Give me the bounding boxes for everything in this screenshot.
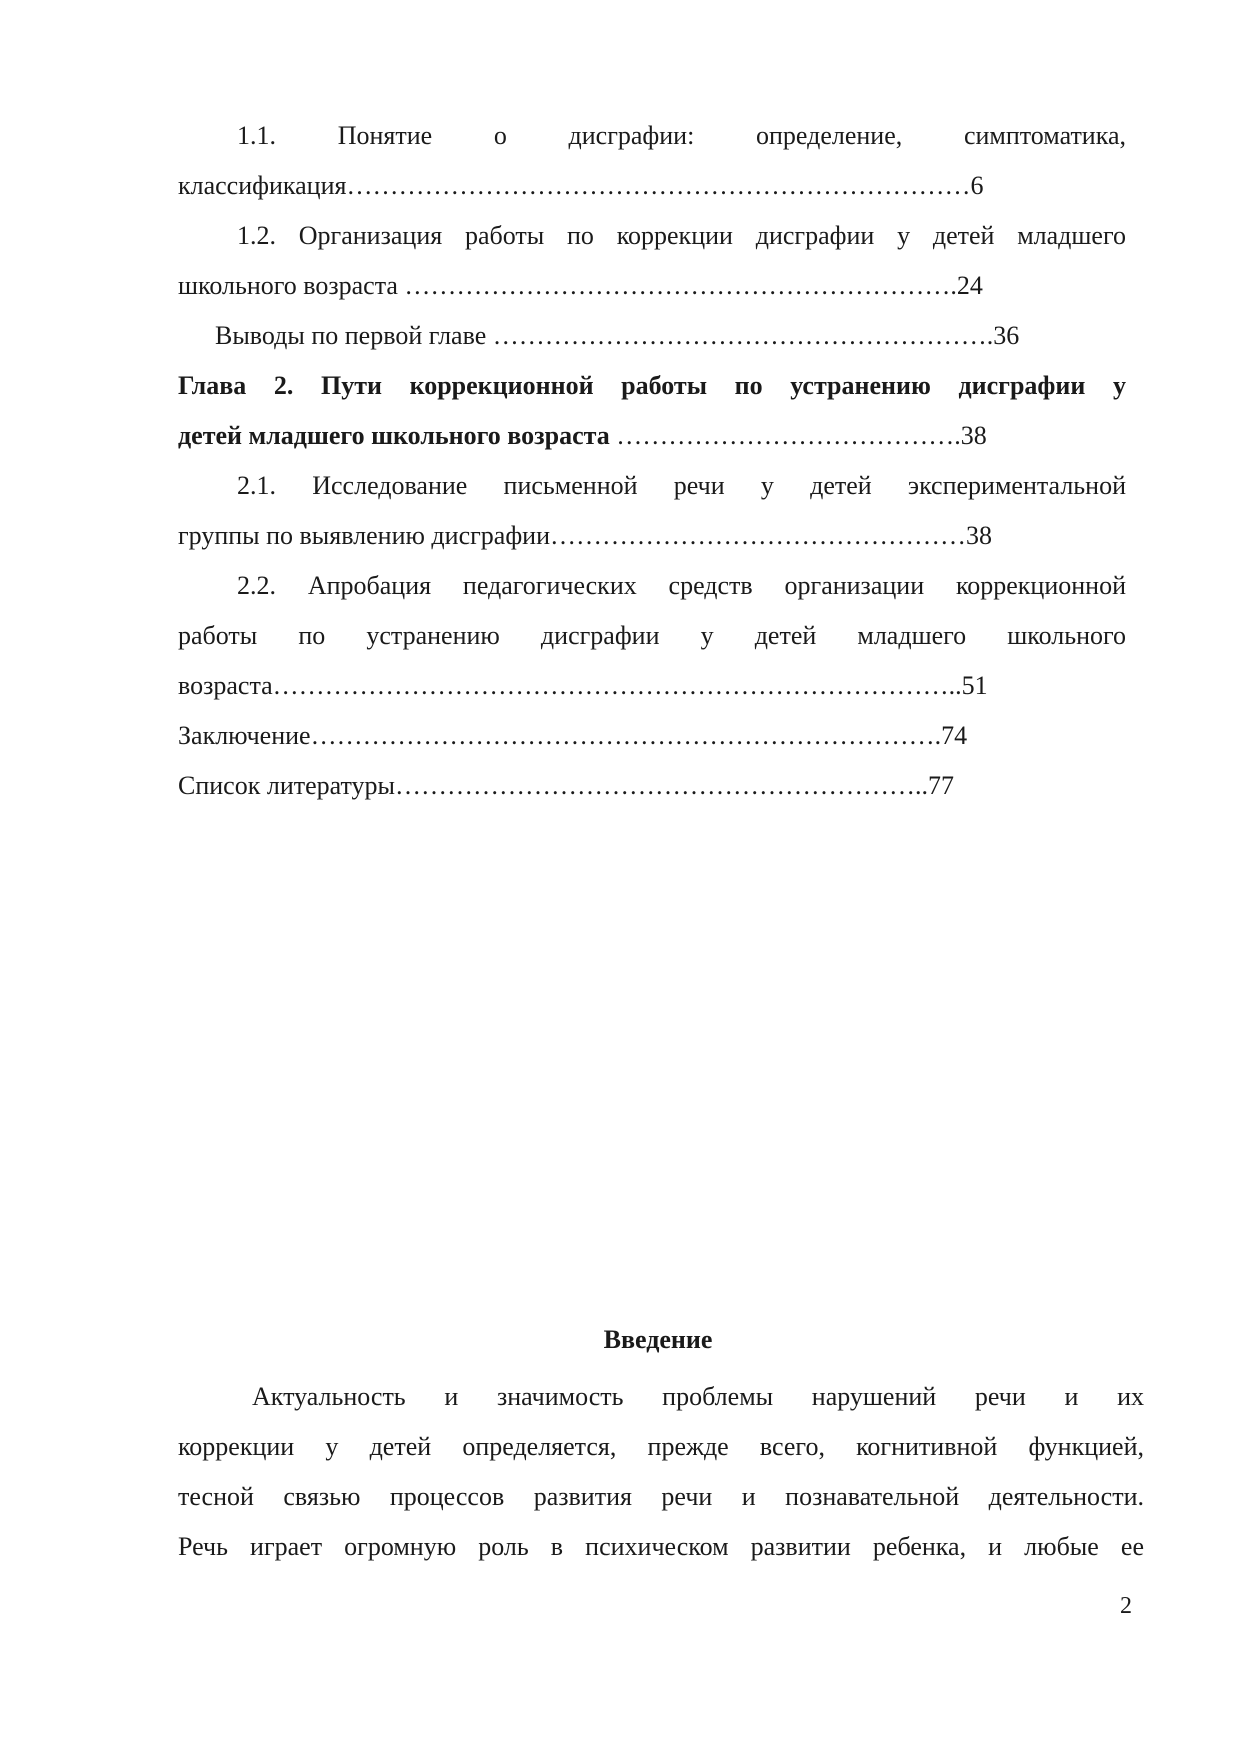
toc-entry-2-2-line-3: возраста……………………………………………………………………..51 [178,671,988,700]
toc-entry-conclusion: Заключение……………………………………………………………….74 [178,721,968,750]
toc-entry-1-1-line-2: классификация………………………………………………………………6 [178,171,984,200]
intro-paragraph [178,1372,1144,1572]
toc-entry-2-2-line-1: 2.2. Апробация педагогических средств организации коррекционной [237,571,1126,600]
intro-line-4: Речь играет огромную роль в психическом развитии ребенка, и любые ее [178,1532,1144,1561]
table-of-contents [178,111,1126,811]
toc-chapter-2-leader: ………………………………….38 [609,421,987,450]
toc-entry-1-2-line-2: школьного возраста ……………………………………………………….24 [178,271,983,300]
toc-entry-2-2-line-2: работы по устранению дисграфии у детей младшего школьного [178,621,1126,650]
intro-line-3: тесной связью процессов развития речи и познавательной деятельности. [178,1482,1144,1511]
intro-line-1: Актуальность и значимость проблемы нарушений речи и их [252,1382,1144,1411]
intro-heading: Введение [603,1325,713,1354]
toc-entry-chapter-2-line-1: Глава 2. Пути коррекционной работы по устранению дисграфии у [178,371,1126,400]
toc-entry-1-1-line-1: 1.1. Понятие о дисграфии: определение, симптоматика, [237,121,1126,150]
page-number: 2 [1120,1593,1132,1619]
toc-entry-2-1-line-2: группы по выявлению дисграфии…………………………………………38 [178,521,992,550]
intro-line-2: коррекции у детей определяется, прежде всего, когнитивной функцией, [178,1432,1144,1461]
toc-entry-bibliography: Список литературы……………………………………………………..77 [178,771,954,800]
toc-entry-1-2-line-1: 1.2. Организация работы по коррекции дисграфии у детей младшего [237,221,1126,250]
toc-entry-conclusions-chapter-1: Выводы по первой главе ………………………………………………….36 [215,321,1020,350]
toc-entry-2-1-line-1: 2.1. Исследование письменной речи у детей экспериментальной [237,471,1126,500]
toc-chapter-2-title-end: детей младшего школьного возраста [178,421,610,450]
toc-entry-chapter-2-line-2 [178,411,1126,461]
